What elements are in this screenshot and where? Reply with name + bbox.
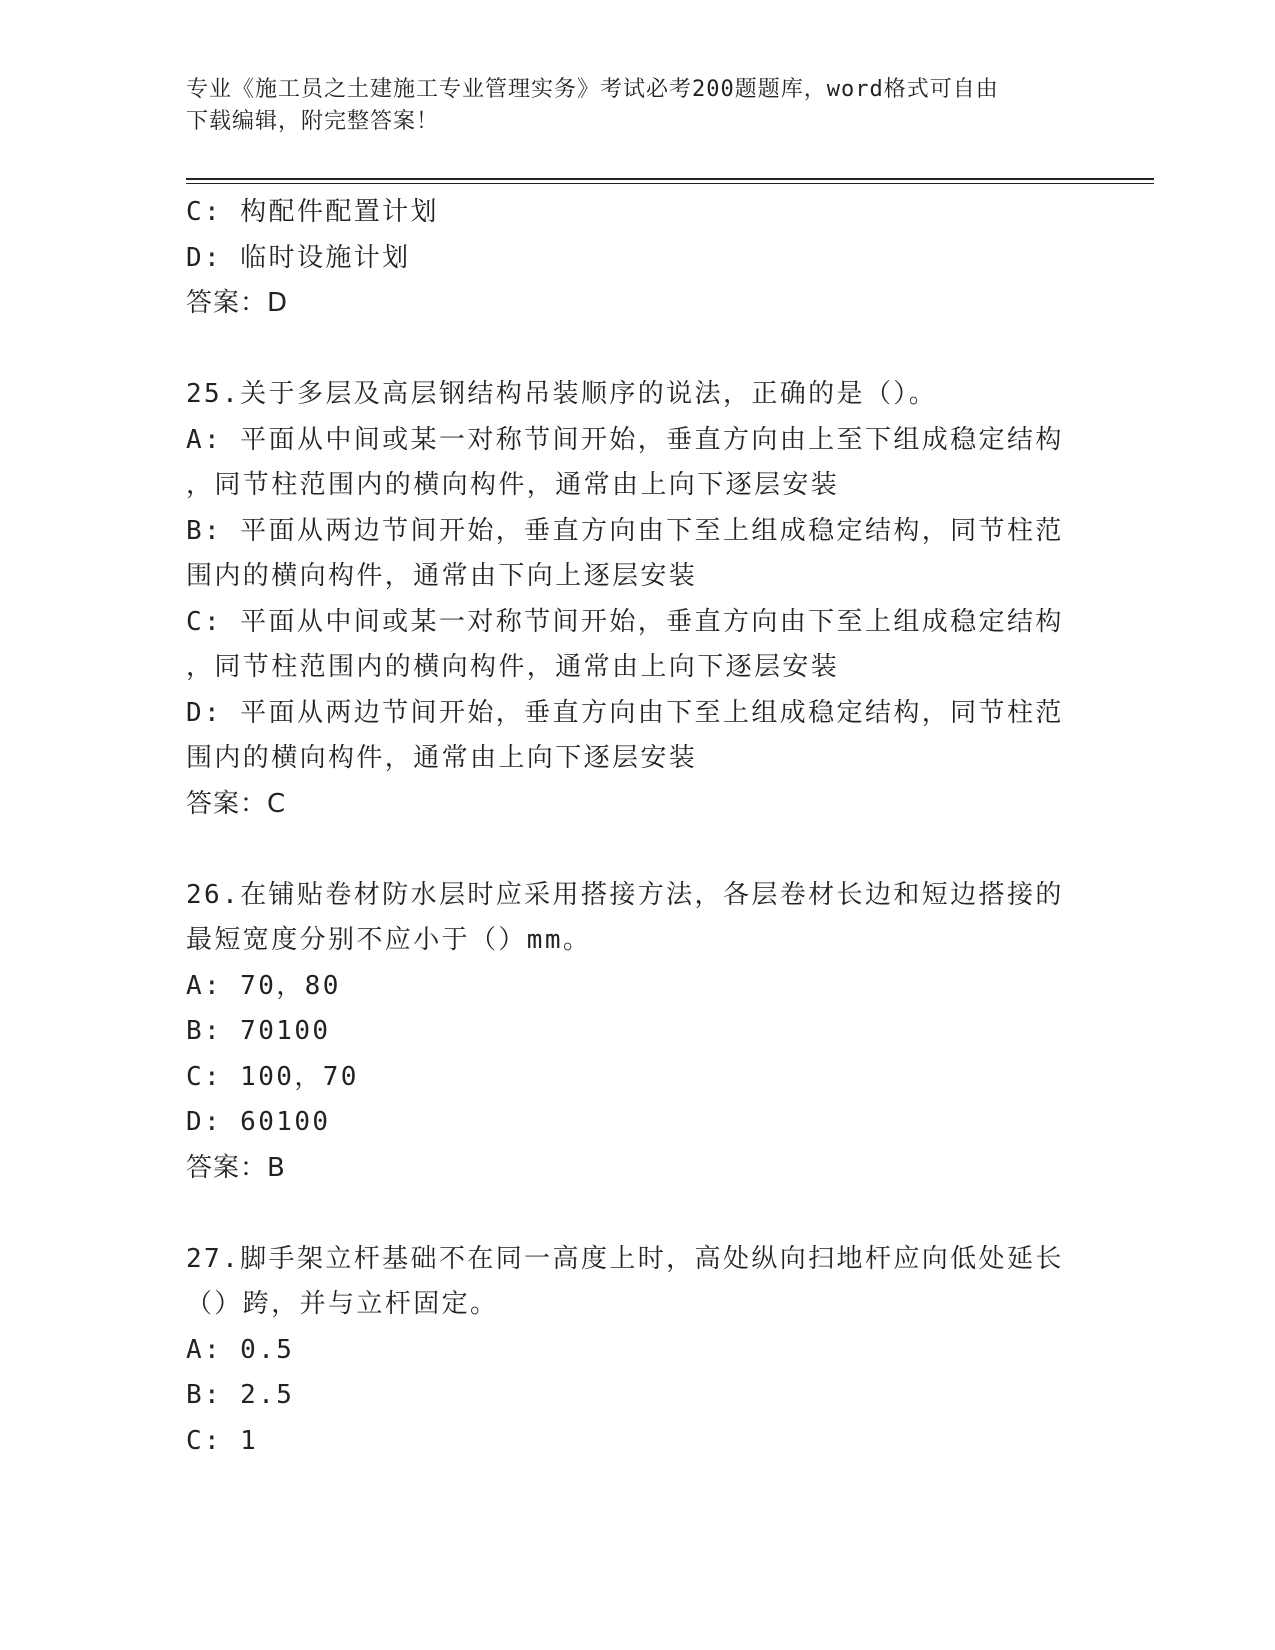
- q26-stem-line-2: 最短宽度分别不应小于（）mm。: [186, 925, 592, 955]
- q26-option-c: C: 100，70: [186, 1061, 359, 1092]
- q25-stem: 25.关于多层及高层钢结构吊装顺序的说法，正确的是（）。: [186, 379, 938, 409]
- q25-option-c-line-2: ，同节柱范围内的横向构件，通常由上向下逐层安装: [186, 652, 840, 682]
- q26-stem-line-1: 26.在铺贴卷材防水层时应采用搭接方法，各层卷材长边和短边搭接的: [186, 879, 1064, 910]
- q25-option-b-line-1: B: 平面从两边节间开始，垂直方向由下至上组成稳定结构，同节柱范: [186, 515, 1064, 546]
- q27-stem-line-1: 27.脚手架立杆基础不在同一高度上时，高处纵向扫地杆应向低处延长: [186, 1243, 1064, 1274]
- q26-option-b: B: 70100: [186, 1016, 331, 1046]
- q25-option-a-line-1: A: 平面从中间或某一对称节间开始，垂直方向由上至下组成稳定结构: [186, 424, 1064, 455]
- q24-option-c: C: 构配件配置计划: [186, 197, 439, 227]
- q26-answer: 答案：B: [186, 1152, 286, 1183]
- header-line-2: 下载编辑，附完整答案！: [186, 109, 440, 134]
- header-divider-thin: [186, 183, 1154, 184]
- q25-option-a-line-2: ，同节柱范围内的横向构件，通常由上向下逐层安装: [186, 470, 840, 500]
- question-content: [186, 190, 1086, 1464]
- q24-answer: 答案：D: [186, 288, 289, 318]
- document-header: [186, 74, 1066, 138]
- q26-option-a: A: 70，80: [186, 970, 341, 1001]
- q25-option-b-line-2: 围内的横向构件，通常由下向上逐层安装: [186, 561, 698, 591]
- q25-answer: 答案：C: [186, 788, 287, 819]
- header-divider-thick: [186, 178, 1154, 180]
- q27-stem-line-2: （）跨，并与立杆固定。: [186, 1289, 499, 1319]
- q25-option-d-line-1: D: 平面从两边节间开始，垂直方向由下至上组成稳定结构，同节柱范: [186, 697, 1064, 728]
- q25-option-d-line-2: 围内的横向构件，通常由上向下逐层安装: [186, 743, 698, 773]
- q27-option-c: C: 1: [186, 1425, 259, 1456]
- q27-option-a: A: 0.5: [186, 1334, 295, 1365]
- q25-option-c-line-1: C: 平面从中间或某一对称节间开始，垂直方向由下至上组成稳定结构: [186, 606, 1064, 637]
- q27-option-b: B: 2.5: [186, 1380, 295, 1410]
- q24-option-d: D: 临时设施计划: [186, 242, 411, 273]
- q26-option-d: D: 60100: [186, 1107, 331, 1137]
- header-line-1: 专业《施工员之土建施工专业管理实务》考试必考200题题库，word格式可自由: [186, 77, 999, 102]
